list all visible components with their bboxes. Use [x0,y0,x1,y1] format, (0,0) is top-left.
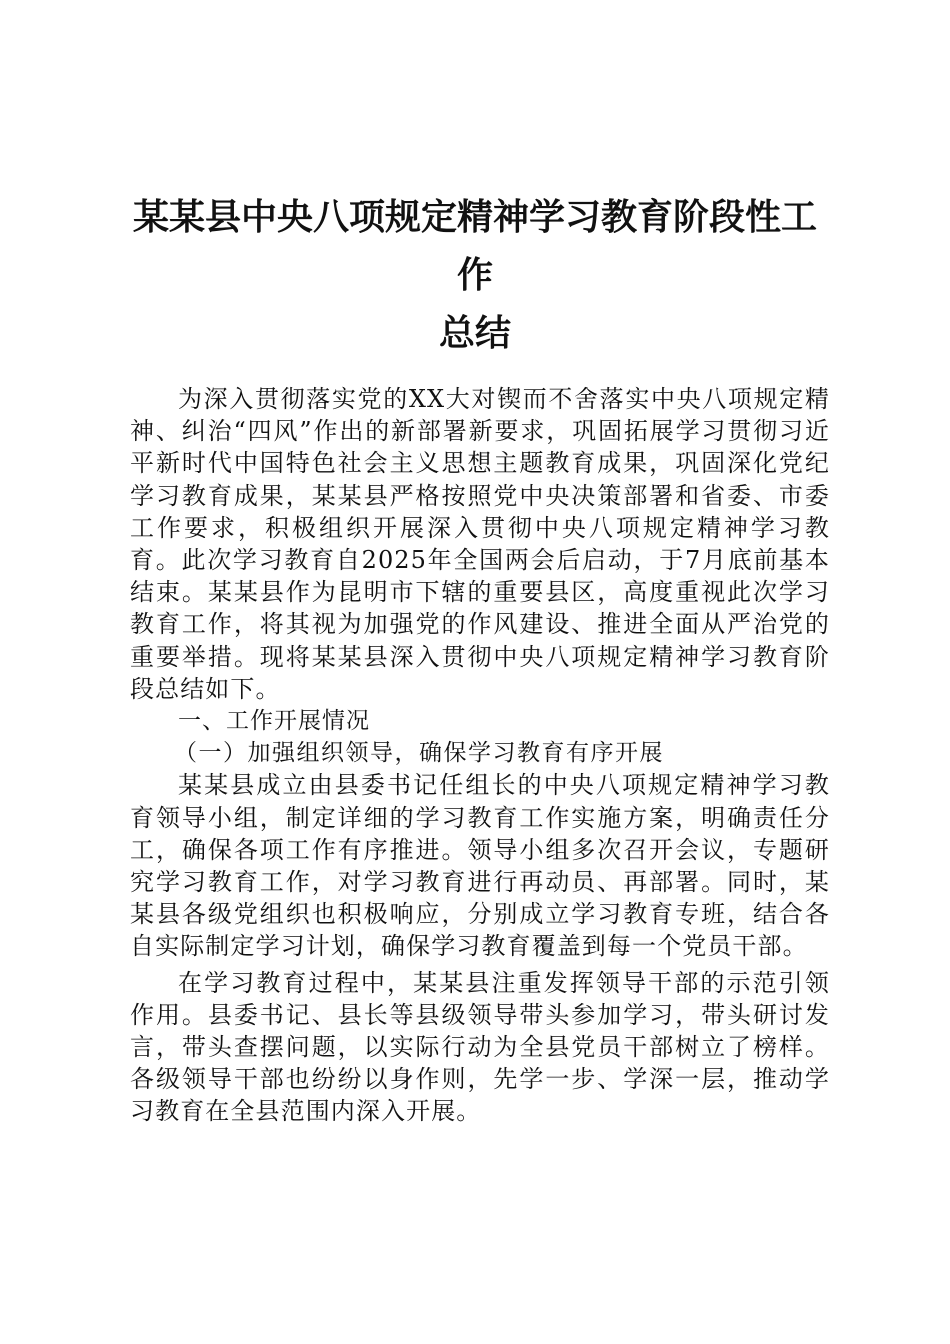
document-body [130,383,830,1128]
body-paragraph-1: 某某县成立由县委书记任组长的中央八项规定精神学习教育领导小组，制定详细的学习教育工作实施方案，明确责任分工，确保各项工作有序推进。领导小组多次召开会议，专题研究学习教育工作，对学习教育进行再动员、再部署。同时，某某县各级党组织也积极响应，分别成立学习教育专班，结合各自实际制定学习计划，确保学习教育覆盖到每一个党员干部。 [130,771,830,961]
body-paragraph-2: 在学习教育过程中，某某县注重发挥领导干部的示范引领作用。县委书记、县长等县级领导带头参加学习，带头研讨发言，带头查摆问题，以实际行动为全县党员干部树立了榜样。各级领导干部也纷纷以身作则，先学一步、学深一层，推动学习教育在全县范围内深入开展。 [130,968,830,1126]
intro-paragraph: 为深入贯彻落实党的XX大对锲而不舍落实中央八项规定精神、纠治“四风”作出的新部署新要求，巩固拓展学习贯彻习近平新时代中国特色社会主义思想主题教育成果，巩固深化党纪学习教育成果，某某县严格按照党中央决策部署和省委、市委工作要求，积极组织开展深入贯彻中央八项规定精神学习教育。此次学习教育自2025年全国两会后启动，于7月底前基本结束。某某县作为昆明市下辖的重要县区，高度重视此次学习教育工作，将其视为加强党的作风建设、推进全面从严治党的重要举措。现将某某县深入贯彻中央八项规定精神学习教育阶段总结如下。 [130,385,830,703]
title-line-2: 总结 [438,312,511,354]
document-title [120,188,830,362]
section-heading-1: 一、工作开展情况 [178,708,370,735]
title-line-1: 某某县中央八项规定精神学习教育阶段性工作 [132,196,817,296]
subsection-heading-1: （一）加强组织领导，确保学习教育有序开展 [174,740,664,767]
